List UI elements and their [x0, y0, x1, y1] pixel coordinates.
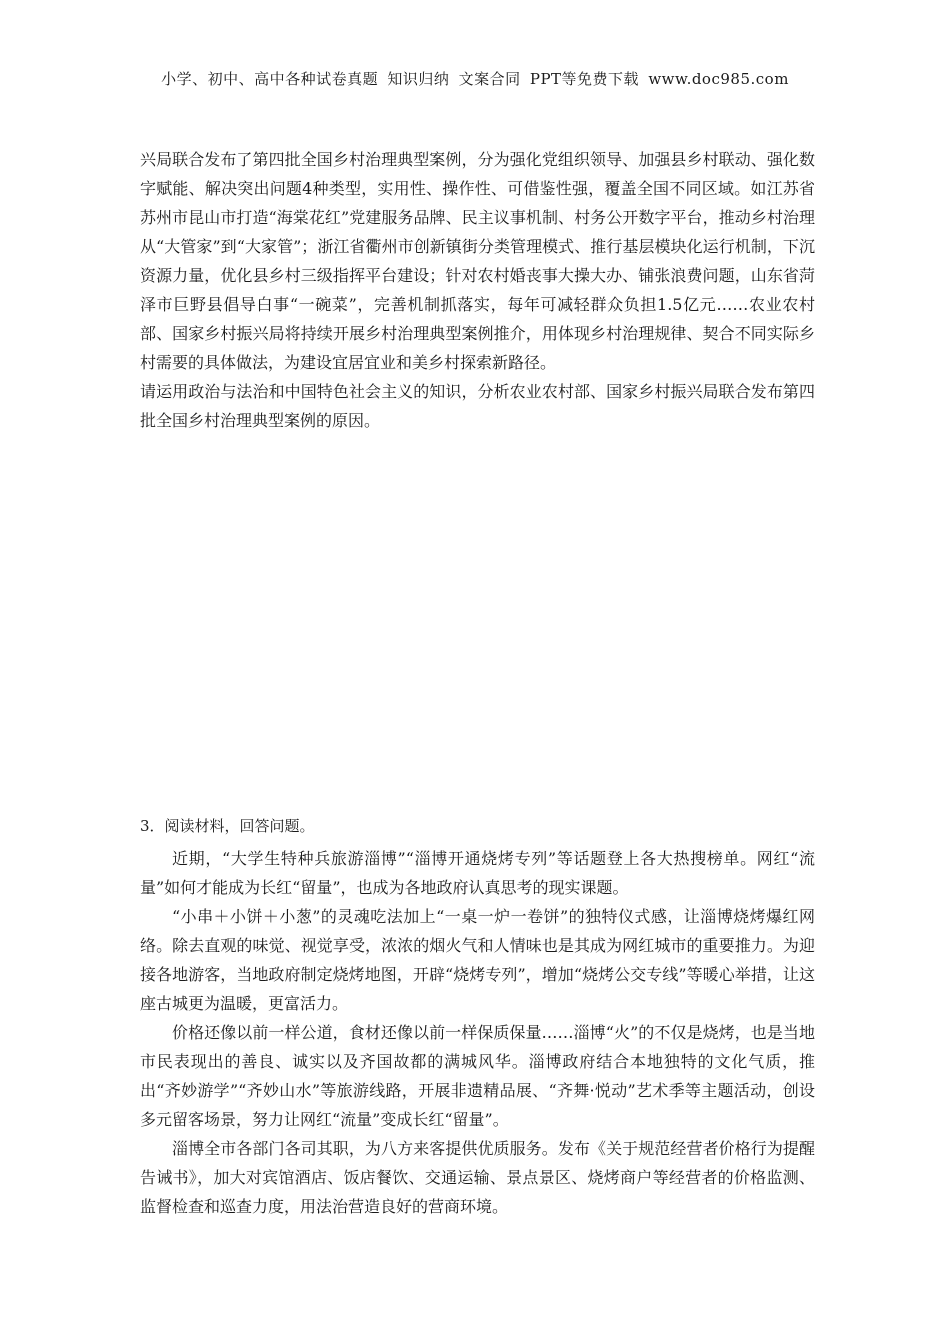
- page-header-banner: 小学、初中、高中各种试卷真题 知识归纳 文案合同 PPT等免费下载 www.doc985.com: [161, 70, 789, 88]
- material-paragraph: 价格还像以前一样公道，食材还像以前一样保质保量……淄博“火”的不仅是烧烤，也是当地市民表现出的善良、诚实以及齐国故都的满城风华。淄博政府结合本地独特的文化气质，推出“齐妙游学”“齐妙山水”等旅游线路，开展非遗精品展、“齐舞·悦动”艺术季等主题活动，创设多元留客场景，努力让网红“流量”变成长红“留量”。: [140, 1023, 815, 1129]
- question-2-section: [140, 145, 815, 435]
- material-paragraph: 淄博全市各部门各司其职，为八方来客提供优质服务。发布《关于规范经营者价格行为提醒告诫书》，加大对宾馆酒店、饭店餐饮、交通运输、景点景区、烧烤商户等经营者的价格监测、监督检查和巡查力度，用法治营造良好的营商环境。: [140, 1139, 815, 1216]
- question-3-section: [140, 812, 815, 1221]
- question-prompt: 请运用政治与法治和中国特色社会主义的知识，分析农业农村部、国家乡村振兴局联合发布第四批全国乡村治理典型案例的原因。: [140, 382, 815, 430]
- material-paragraph: 兴局联合发布了第四批全国乡村治理典型案例，分为强化党组织领导、加强县乡村联动、强化数字赋能、解决突出问题4种类型，实用性、操作性、可借鉴性强，覆盖全国不同区域。如江苏省苏州市昆山市打造“海棠花红”党建服务品牌、民主议事机制、村务公开数字平台，推动乡村治理从“大管家”到“大家管”；浙江省衢州市创新镇街分类管理模式、推行基层模块化运行机制，下沉资源力量，优化县乡村三级指挥平台建设；针对农村婚丧事大操大办、铺张浪费问题，山东省菏泽市巨野县倡导白事“一碗菜”，完善机制抓落实，每年可减轻群众负担1.5亿元……农业农村部、国家乡村振兴局将持续开展乡村治理典型案例推介，用体现乡村治理规律、契合不同实际乡村需要的具体做法，为建设宜居宜业和美乡村探索新路径。: [140, 150, 815, 372]
- material-paragraph: “小串＋小饼＋小葱”的灵魂吃法加上“一桌一炉一卷饼”的独特仪式感，让淄博烧烤爆红网络。除去直观的味觉、视觉享受，浓浓的烟火气和人情味也是其成为网红城市的重要推力。为迎接各地游客，当地政府制定烧烤地图，开辟“烧烤专列”，增加“烧烤公交专线”等暖心举措，让这座古城更为温暖，更富活力。: [140, 907, 815, 1013]
- question-3-title: 3．阅读材料，回答问题。: [140, 817, 315, 835]
- material-paragraph: 近期，“大学生特种兵旅游淄博”“淄博开通烧烤专列”等话题登上各大热搜榜单。网红“流量”如何才能成为长红“留量”，也成为各地政府认真思考的现实课题。: [140, 849, 815, 897]
